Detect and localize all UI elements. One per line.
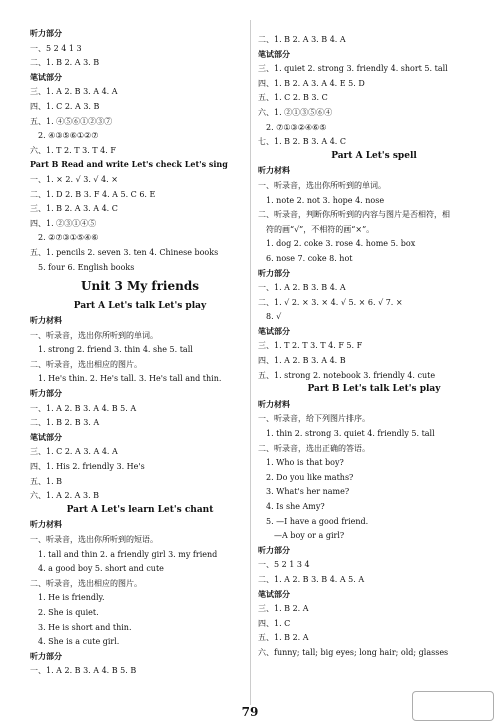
answer-line: 1. tall and thin 2. a friendly girl 3. my friend (38, 549, 218, 559)
answer-line: 三、1. T 2. T 3. T 4. F 5. F (258, 341, 363, 351)
answer-line: 听力部分 (30, 650, 62, 661)
answer-line: 六、1. ②①③⑤⑥④ (258, 107, 333, 117)
answer-line: 四、1. A 2. B 3. A 4. B (258, 356, 346, 366)
answer-line: 二、听录音，选出正确的答语。 (258, 443, 370, 453)
answer-line: 四、1. His 2. friendly 3. He's (30, 462, 145, 472)
answer-line: 符的画“√”，不相符的画“×”。 (266, 224, 375, 234)
answer-line: 一、5 2 1 3 4 (258, 560, 310, 570)
answer-line: 二、1. B 2. A 3. B (30, 58, 100, 68)
answer-line: 听力部分 (258, 267, 290, 278)
answer-line: 四、1. C 2. A 3. B (30, 101, 100, 111)
answer-line: Part B Let's talk Let's play (307, 384, 441, 395)
answer-line: 8. √ (266, 312, 282, 322)
left-answer-lines (30, 28, 250, 273)
answer-line: 听力材料 (258, 398, 290, 409)
answer-line: 四、1. B 2. A 3. A 4. E 5. D (258, 78, 365, 88)
answer-line: 2. ②⑦③①⑤④⑥ (38, 233, 99, 243)
left-answer-lines-2 (30, 301, 250, 677)
answer-line: 一、听录音，给下列图片排序。 (258, 414, 370, 424)
page-number: 79 (241, 705, 259, 719)
answer-line: 三、1. B 2. A 3. A 4. C (30, 204, 118, 214)
answer-line: —A boy or a girl? (274, 531, 345, 541)
answer-line: 一、1. A 2. B 3. A 4. B 5. B (30, 666, 137, 676)
right-column (258, 34, 490, 662)
watermark-logo (412, 691, 494, 721)
answer-line: 六、1. T 2. T 3. T 4. F (30, 145, 116, 155)
answer-line: 听力材料 (30, 315, 62, 326)
answer-line: 一、听录音，选出你所听到的单词。 (30, 330, 158, 340)
answer-line: 2. ④③⑤⑥①②⑦ (38, 131, 99, 141)
answer-line: 五、1. ④⑤⑥①②③⑦ (30, 116, 113, 126)
answer-line: 四、1. ②③①④⑤ (30, 218, 97, 228)
answer-line: 5. four 6. English books (38, 262, 135, 272)
answer-line: 4. Is she Amy? (266, 502, 325, 511)
answer-line: 三、1. A 2. B 3. A 4. A (30, 87, 118, 97)
answer-line: 听力部分 (258, 544, 290, 555)
answer-line: 一、1. × 2. √ 3. √ 4. × (30, 174, 118, 184)
answer-line: 七、1. B 2. B 3. A 4. C (258, 137, 346, 147)
answer-line: 4. She is a cute girl. (38, 637, 120, 647)
answer-line: 1. He is friendly. (38, 593, 105, 603)
answer-line: 二、1. A 2. B 3. B 4. A 5. A (258, 574, 365, 584)
answer-line: 五、1. strong 2. notebook 3. friendly 4. cute (258, 370, 436, 380)
unit-title: Unit 3 My friends (81, 278, 199, 293)
answer-line: 2. She is quiet. (38, 607, 99, 617)
answer-line: 一、1. A 2. B 3. A 4. B 5. A (30, 403, 137, 413)
answer-line: 听力材料 (30, 519, 62, 530)
answer-line: Part A Let's spell (331, 150, 417, 161)
answer-line: 笔试部分 (258, 48, 290, 59)
answer-line: 听力部分 (30, 388, 62, 399)
answer-line: 二、1. B 2. B 3. A (30, 418, 100, 428)
right-answer-lines (258, 34, 490, 658)
answer-line: 1. dog 2. coke 3. rose 4. home 5. box (266, 239, 416, 249)
answer-line: 6. nose 7. coke 8. hot (266, 253, 353, 263)
answer-line: 笔试部分 (30, 71, 62, 82)
answer-line: 六、funny; tall; big eyes; long hair; old; glasses (258, 647, 449, 657)
answer-line: 二、1. D 2. B 3. F 4. A 5. C 6. E (30, 189, 156, 199)
answer-line: 五、1. B 2. A (258, 633, 309, 643)
answer-line: 二、1. B 2. A 3. B 4. A (258, 35, 346, 44)
answer-line: 二、听录音，选出相应的图片。 (30, 359, 142, 369)
answer-line: 3. What's her name? (266, 487, 350, 497)
left-column (30, 28, 250, 680)
answer-line: 3. He is short and thin. (38, 622, 132, 632)
answer-line: 1. thin 2. strong 3. quiet 4. friendly 5. tall (266, 429, 435, 439)
answer-line: 六、1. A 2. A 3. B (30, 491, 100, 501)
answer-line: 三、1. B 2. A (258, 604, 309, 614)
answer-line: Part A Let's talk Let's play (73, 300, 207, 311)
answer-line: 4. a good boy 5. short and cute (38, 564, 164, 574)
answer-line: 一、听录音，选出你所听到的单词。 (258, 180, 386, 190)
answer-line: 四、1. C (258, 618, 291, 628)
column-divider (250, 20, 251, 705)
answer-line: 三、1. C 2. A 3. A 4. A (30, 447, 118, 457)
answer-line: 2. ⑦①③②④⑥⑤ (266, 122, 327, 132)
answer-line: 一、听录音，选出你所听到的短语。 (30, 535, 158, 544)
answer-line: 笔试部分 (258, 325, 290, 336)
answer-line: 二、听录音，选出相应的图片。 (30, 578, 142, 588)
answer-line: Part A Let's learn Let's chant (66, 504, 214, 515)
answer-line: 1. note 2. not 3. hope 4. nose (266, 195, 385, 205)
answer-line: 听力部分 (30, 28, 62, 38)
answer-line: 二、听录音，判断你所听到的内容与图片是否相符，相 (258, 210, 450, 220)
answer-line: 五、1. C 2. B 3. C (258, 93, 328, 103)
answer-line: 二、1. √ 2. × 3. × 4. √ 5. × 6. √ 7. × (258, 297, 403, 307)
answer-line: 一、1. A 2. B 3. B 4. A (258, 283, 346, 293)
answer-line: 一、5 2 4 1 3 (30, 43, 82, 53)
answer-line: 1. strong 2. friend 3. thin 4. she 5. tall (38, 345, 193, 355)
answer-line: 1. He's thin. 2. He's tall. 3. He's tall and thin. (38, 374, 222, 384)
answer-line: 1. Who is that boy? (266, 458, 344, 468)
answer-line: 5. —I have a good friend. (266, 516, 369, 526)
answer-line: 听力材料 (258, 165, 290, 176)
answer-line: 笔试部分 (258, 588, 290, 599)
answer-line: 三、1. quiet 2. strong 3. friendly 4. short 5. tall (258, 64, 448, 74)
answer-line: 五、1. pencils 2. seven 3. ten 4. Chinese books (30, 247, 219, 257)
answer-line: 2. Do you like maths? (266, 472, 354, 482)
answer-line: Part B Read and write Let's check Let's sing (30, 159, 228, 170)
answer-line: 五、1. B (30, 476, 63, 486)
answer-line: 笔试部分 (30, 431, 62, 442)
